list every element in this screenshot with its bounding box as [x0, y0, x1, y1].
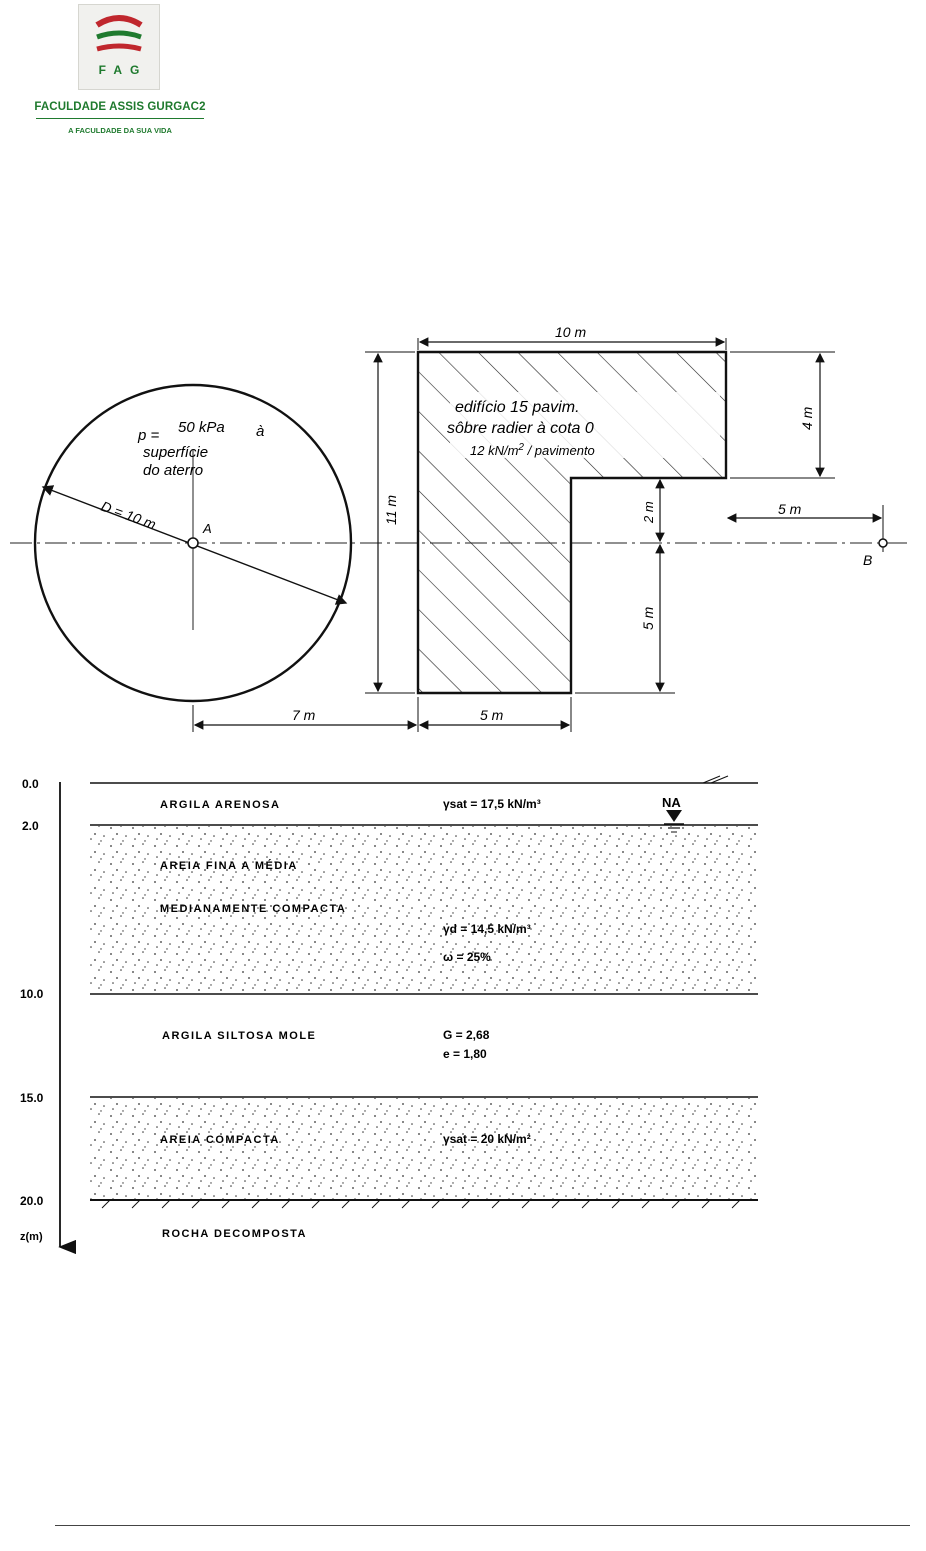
layer-3-name: ARGILA SILTOSA MOLE: [162, 1030, 317, 1042]
institution-tagline: A FACULDADE DA SUA VIDA: [68, 126, 172, 135]
rock-hatch: [102, 1200, 740, 1208]
depth-label-15: 15.0: [20, 1091, 44, 1105]
logo-divider: [36, 118, 204, 119]
depth-label-0: 0.0: [22, 777, 39, 791]
logo-emblem: [78, 4, 160, 90]
depth-label-2: 2.0: [22, 819, 39, 833]
building-label-line-2: sôbre radier à cota 0: [447, 420, 594, 437]
dim-top-label: 10 m: [555, 324, 587, 340]
dim-right-top-label: 4 m: [799, 406, 815, 430]
institution-name: FACULDADE ASSIS GURGAC2: [34, 101, 206, 113]
circle-note-3: do aterro: [143, 462, 204, 479]
dim-right-2-label: 2 m: [641, 501, 656, 523]
layer-1-prop-1: γsat = 17,5 kN/m³: [443, 797, 541, 811]
point-b-marker: [879, 539, 887, 547]
dim-bottom-left-label: 7 m: [292, 707, 316, 723]
depth-label-10: 10.0: [20, 987, 44, 1001]
layer-3-prop-2: e = 1,80: [443, 1047, 487, 1061]
logo-letters: FAG: [98, 63, 148, 77]
circle-load-prefix: p =: [138, 427, 160, 444]
layer-4-prop-1: γsat = 20 kN/m²: [443, 1132, 531, 1146]
layer-2-prop-2: ω = 25%: [443, 950, 491, 964]
building-load-label: 12 $kN/m^2$ / pavimento: [470, 442, 595, 458]
layer-5-name: ROCHA DECOMPOSTA: [162, 1228, 307, 1240]
circle-note-2: superfície: [143, 444, 209, 461]
footer-divider: [55, 1525, 910, 1526]
point-b-label: B: [863, 552, 873, 568]
layer-2-name-1: AREIA FINA A MÉDIA: [160, 860, 298, 872]
layer-4-name: AREIA COMPACTA: [160, 1134, 280, 1146]
layer-compact-sand-fill: [90, 1098, 758, 1200]
depth-axis-label: z(m): [20, 1231, 43, 1243]
point-a-label: A: [203, 521, 212, 536]
layer-2-name-2: MEDIANAMENTE COMPACTA: [160, 903, 347, 915]
depth-label-20: 20.0: [20, 1194, 44, 1208]
soil-profile-diagram: [20, 752, 770, 1262]
point-a-marker: [188, 538, 198, 548]
building-label-line-1: edifício 15 pavim.: [455, 399, 580, 416]
circle-diameter-label: D = 10 m: [98, 497, 159, 533]
dim-to-b-label: 5 m: [778, 501, 802, 517]
layer-3-prop-1: G = 2,68: [443, 1028, 490, 1042]
dim-right-5-label: 5 m: [640, 606, 656, 630]
water-table-label: NA: [662, 795, 681, 810]
plan-view-diagram: [10, 320, 908, 738]
layer-2-prop-1: γd = 14,5 kN/m³: [443, 922, 531, 936]
layer-1-name: ARGILA ARENOSA: [160, 799, 281, 811]
circle-note-1: à: [256, 423, 265, 440]
institution-logo: [30, 0, 210, 150]
dim-bottom-right-label: 5 m: [480, 707, 504, 723]
dim-left-label: 11 m: [383, 494, 399, 525]
circle-load-value: 50 kPa: [178, 419, 225, 436]
